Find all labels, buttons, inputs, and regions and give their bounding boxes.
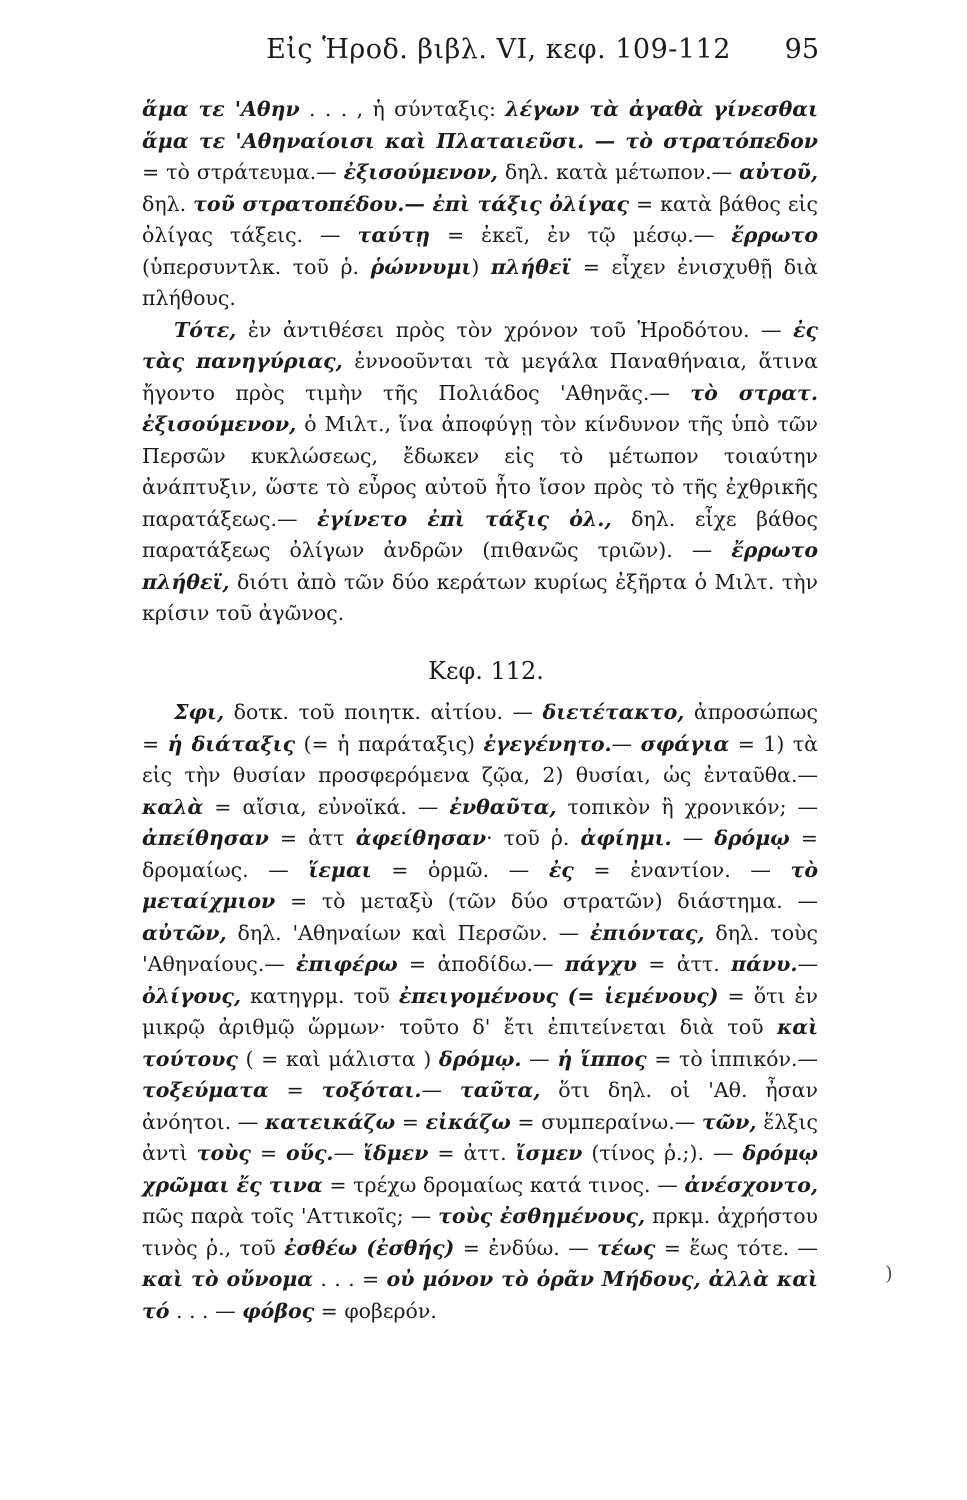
lemma: αὐτῶν, [142, 920, 227, 945]
lemma: οὕς. [286, 1141, 334, 1165]
gloss: = δρομαίως. — [142, 826, 818, 882]
gloss: ὅτι δηλ. οἱ 'Αθ. ἦσαν ἀνόητοι. — [142, 1078, 818, 1134]
gloss: δοτκ. τοῦ ποιητκ. αἰτίου. — [224, 700, 543, 724]
gloss: ὁ Μιλτ., ἵνα ἀποφύγῃ τὸν κίνδυνον τῆς ὑπὸ τῶν Περσῶν κυκλώσεως, ἔδωκεν εἰς τὸ μέτωπον τοιαύτην ἀνάπτυξιν, ὥστε τὸ εὖρος αὐτοῦ ἦτο ἴσον πρὸς τὸ τῆς ἐχθρικῆς παρατάξεως.— [142, 412, 818, 531]
lemma: πλήθεϊ [490, 254, 572, 279]
gloss: . . . , ἡ σύνταξις: [299, 97, 506, 121]
lemma: ἅμα τε 'Αθην [142, 97, 300, 121]
lemma: ἐγεγένητο. [483, 731, 612, 756]
gloss: = τὸ στράτευμα.— [142, 160, 344, 184]
gloss: = ἐναντίον. — [573, 857, 791, 882]
gloss: ἕλξις ἀντὶ [142, 1109, 818, 1165]
gloss: = τὸ μεταξὺ (τῶν δύο στρατῶν) διάστημα. — [275, 889, 818, 913]
lemma: δρόμῳ. [438, 1046, 522, 1071]
lemma: ἐσθέω (ἐσθής) [284, 1235, 455, 1260]
gloss: δηλ. τοὺς 'Αθηναίους.— [142, 920, 819, 976]
gloss: ἐν ἀντιθέσει πρὸς τὸν χρόνον τοῦ Ἡροδότου. — [236, 317, 794, 342]
lemma: ἐξισούμενον, [343, 160, 498, 184]
commentary-text [142, 94, 818, 1327]
lemma: ἀφίημι. [580, 826, 672, 850]
gloss: — [611, 731, 641, 756]
margin-mark: ) [885, 1261, 893, 1285]
gloss: · τοῦ ῥ. [486, 826, 581, 850]
lemma: ἵεμαι [308, 857, 372, 882]
lemma: ἐς τὰς πανηγύριας, [142, 317, 818, 373]
gloss: = συμπεραίνω.— [510, 1109, 702, 1134]
gloss: τοπικὸν ἢ χρονικόν; — [556, 794, 818, 819]
lemma: ἐς [548, 857, 574, 882]
gloss: — [333, 1141, 364, 1165]
gloss: = κατὰ βάθος εἰς ὀλίγας τάξεις. — [142, 191, 818, 247]
gloss: ( = καὶ μάλιστα ) [237, 1046, 439, 1071]
lemma: τῶν, [701, 1109, 757, 1134]
gloss: = φοβερόν. [314, 1298, 437, 1323]
lemma: ἐνθαῦτα, [449, 794, 557, 819]
lemma: δρόμῳ [714, 826, 790, 850]
gloss: = ἐκεῖ, ἐν τῷ μέσῳ.— [430, 223, 732, 247]
page-number: 95 [784, 34, 819, 65]
gloss: = [395, 1109, 426, 1134]
lemma: ἀνέσχοντο, [684, 1172, 818, 1197]
lemma: ἡ διάταξις [167, 731, 296, 756]
lemma: σφάγια [640, 731, 730, 756]
lemma: ἀφείθησαν [355, 826, 487, 850]
gloss: — [797, 952, 818, 976]
gloss: (τίνος ῥ.;). — [582, 1141, 743, 1165]
gloss: = ὁρμῶ. — [371, 857, 549, 882]
lemma: δρόμῳ χρῶμαι ἔς τινα [142, 1141, 818, 1197]
lemma: τέως [597, 1235, 656, 1260]
running-head: Εἰς Ἡροδ. βιβλ. VI, κεφ. 109-112 [266, 34, 731, 65]
gloss: = ἀποδίδω.— [397, 952, 565, 976]
gloss: ἀπροσώπως = [142, 700, 819, 756]
gloss: = [268, 1078, 322, 1102]
gloss: δηλ. [142, 191, 194, 216]
gloss: . . . — [169, 1298, 243, 1323]
lemma: φόβος [242, 1298, 315, 1323]
lemma: τοὺς [196, 1141, 251, 1165]
lemma: ῥώννυμι [370, 254, 472, 279]
gloss: πῶς παρὰ τοῖς 'Αττικοῖς; — [142, 1204, 439, 1228]
chapter-heading: Κεφ. 112. [428, 656, 544, 685]
lemma: ἐπιφέρω [296, 952, 398, 976]
gloss: δηλ. εἶχε βάθος παρατάξεως ὀλίγων ἀνδρῶν (πιθανῶς τριῶν). — [142, 506, 818, 562]
lemma: τὸ στρατ. ἐξισούμενον, [142, 380, 818, 436]
lemma: ἴδμεν [363, 1141, 429, 1165]
gloss: κατηγρμ. τοῦ [241, 983, 399, 1008]
gloss: = αἴσια, εὐνοϊκά. — [203, 794, 450, 819]
lemma: ταῦτα, [459, 1078, 541, 1102]
gloss: = τὸ ἱππικόν.— [646, 1046, 818, 1071]
gloss: διότι ἀπὸ τῶν δύο κεράτων κυρίως ἐξῆρτα ὁ Μιλτ. τὴν κρίσιν τοῦ ἀγῶνος. [142, 569, 818, 625]
gloss: (= ἡ παράταξις) [295, 731, 484, 756]
paragraph-3 [142, 697, 818, 1327]
gloss: = τρέχω δρομαίως κατά τινος. — [322, 1172, 685, 1197]
lemma: πάγχυ [564, 952, 637, 976]
lemma: τοξόται. [321, 1078, 422, 1102]
gloss: πρκμ. ἀχρήστου τινὸς ῥ., τοῦ [142, 1204, 818, 1260]
lemma: ἔρρωτο [731, 223, 818, 247]
lemma: τοξεύματα [142, 1078, 269, 1102]
gloss: . . . = [313, 1267, 387, 1291]
lemma: τοῦ στρατοπέδου.— ἐπὶ τάξις ὀλίγας [193, 191, 629, 216]
lemma: Τότε, [174, 317, 237, 342]
gloss: = [250, 1141, 287, 1165]
gloss: — [671, 826, 715, 850]
paragraph-2 [142, 315, 818, 630]
gloss: = εἶχεν ἐνισχυθῇ διὰ πλήθους. [142, 254, 818, 310]
gloss: (ὑπερσυντλκ. τοῦ ῥ. [142, 254, 371, 279]
lemma: ἔρρωτο πλήθεϊ, [142, 538, 818, 594]
gloss: δηλ. κατὰ μέτωπον.— [497, 160, 740, 184]
gloss: = ἀττ. [428, 1141, 516, 1165]
gloss: ἐννοοῦνται τὰ μεγάλα Παναθήναια, ἅτινα ἤγοντο πρὸς τιμὴν τῆς Πολιάδος 'Αθηνᾶς.— [142, 349, 818, 405]
lemma: τοὺς ἐσθημένους, [438, 1204, 646, 1228]
lemma: λέγων τὰ ἀγαθὰ γίνεσθαι ἅμα τε 'Αθηναίοισι καὶ Πλαταιεῦσι. — τὸ στρατόπεδον [142, 97, 819, 153]
lemma: οὐ μόνον τὸ ὁρᾶν Μήδους, ἀλλὰ καὶ τό [142, 1267, 818, 1323]
lemma: ἐπιόντας, [590, 920, 705, 945]
gloss: = ἕως τότε. — [655, 1235, 818, 1260]
lemma: ἐπειγομένους (= ἱεμένους) [398, 983, 719, 1008]
lemma: ἀπείθησαν [142, 826, 269, 850]
gloss: = ἀττ. [636, 952, 732, 976]
lemma: Σφι, [174, 700, 225, 724]
lemma: ἡ ἵππος [557, 1046, 647, 1071]
gloss: ) [471, 254, 491, 279]
gloss: δηλ. 'Αθηναίων καὶ Περσῶν. — [226, 920, 591, 945]
gloss: — [421, 1078, 460, 1102]
lemma: καὶ τούτους [142, 1015, 818, 1071]
gloss: — [521, 1046, 558, 1071]
paragraph-1 [142, 94, 818, 315]
lemma: καὶ τὸ οὔνομα [142, 1267, 314, 1291]
lemma: πάνυ. [731, 952, 798, 976]
lemma: αὐτοῦ, [739, 160, 818, 184]
gloss: = 1) τὰ εἰς τὴν θυσίαν προσφερόμενα ζῷα, 2) θυσίαι, ὡς ἐνταῦθα.— [142, 731, 818, 787]
lemma: καλὰ [142, 794, 204, 819]
lemma: τὸ μεταίχμιον [142, 857, 818, 913]
lemma: ἐγίνετο ἐπὶ τάξις ὀλ., [317, 506, 612, 531]
gloss: = ἀττ [268, 826, 356, 850]
lemma: ἴσμεν [515, 1141, 583, 1165]
gloss: = ἐνδύω. — [454, 1235, 598, 1260]
lemma: ὀλίγους, [142, 983, 242, 1008]
lemma: εἰκάζω [425, 1109, 511, 1134]
lemma: ταύτῃ [357, 223, 431, 247]
gloss: = ὅτι ἐν μικρῷ ἀριθμῷ ὥρμων· τοῦτο δ' ἔτι ἐπιτείνεται διὰ τοῦ [142, 983, 818, 1039]
lemma: διετέτακτο, [542, 700, 685, 724]
lemma: κατεικάζω [264, 1109, 396, 1134]
